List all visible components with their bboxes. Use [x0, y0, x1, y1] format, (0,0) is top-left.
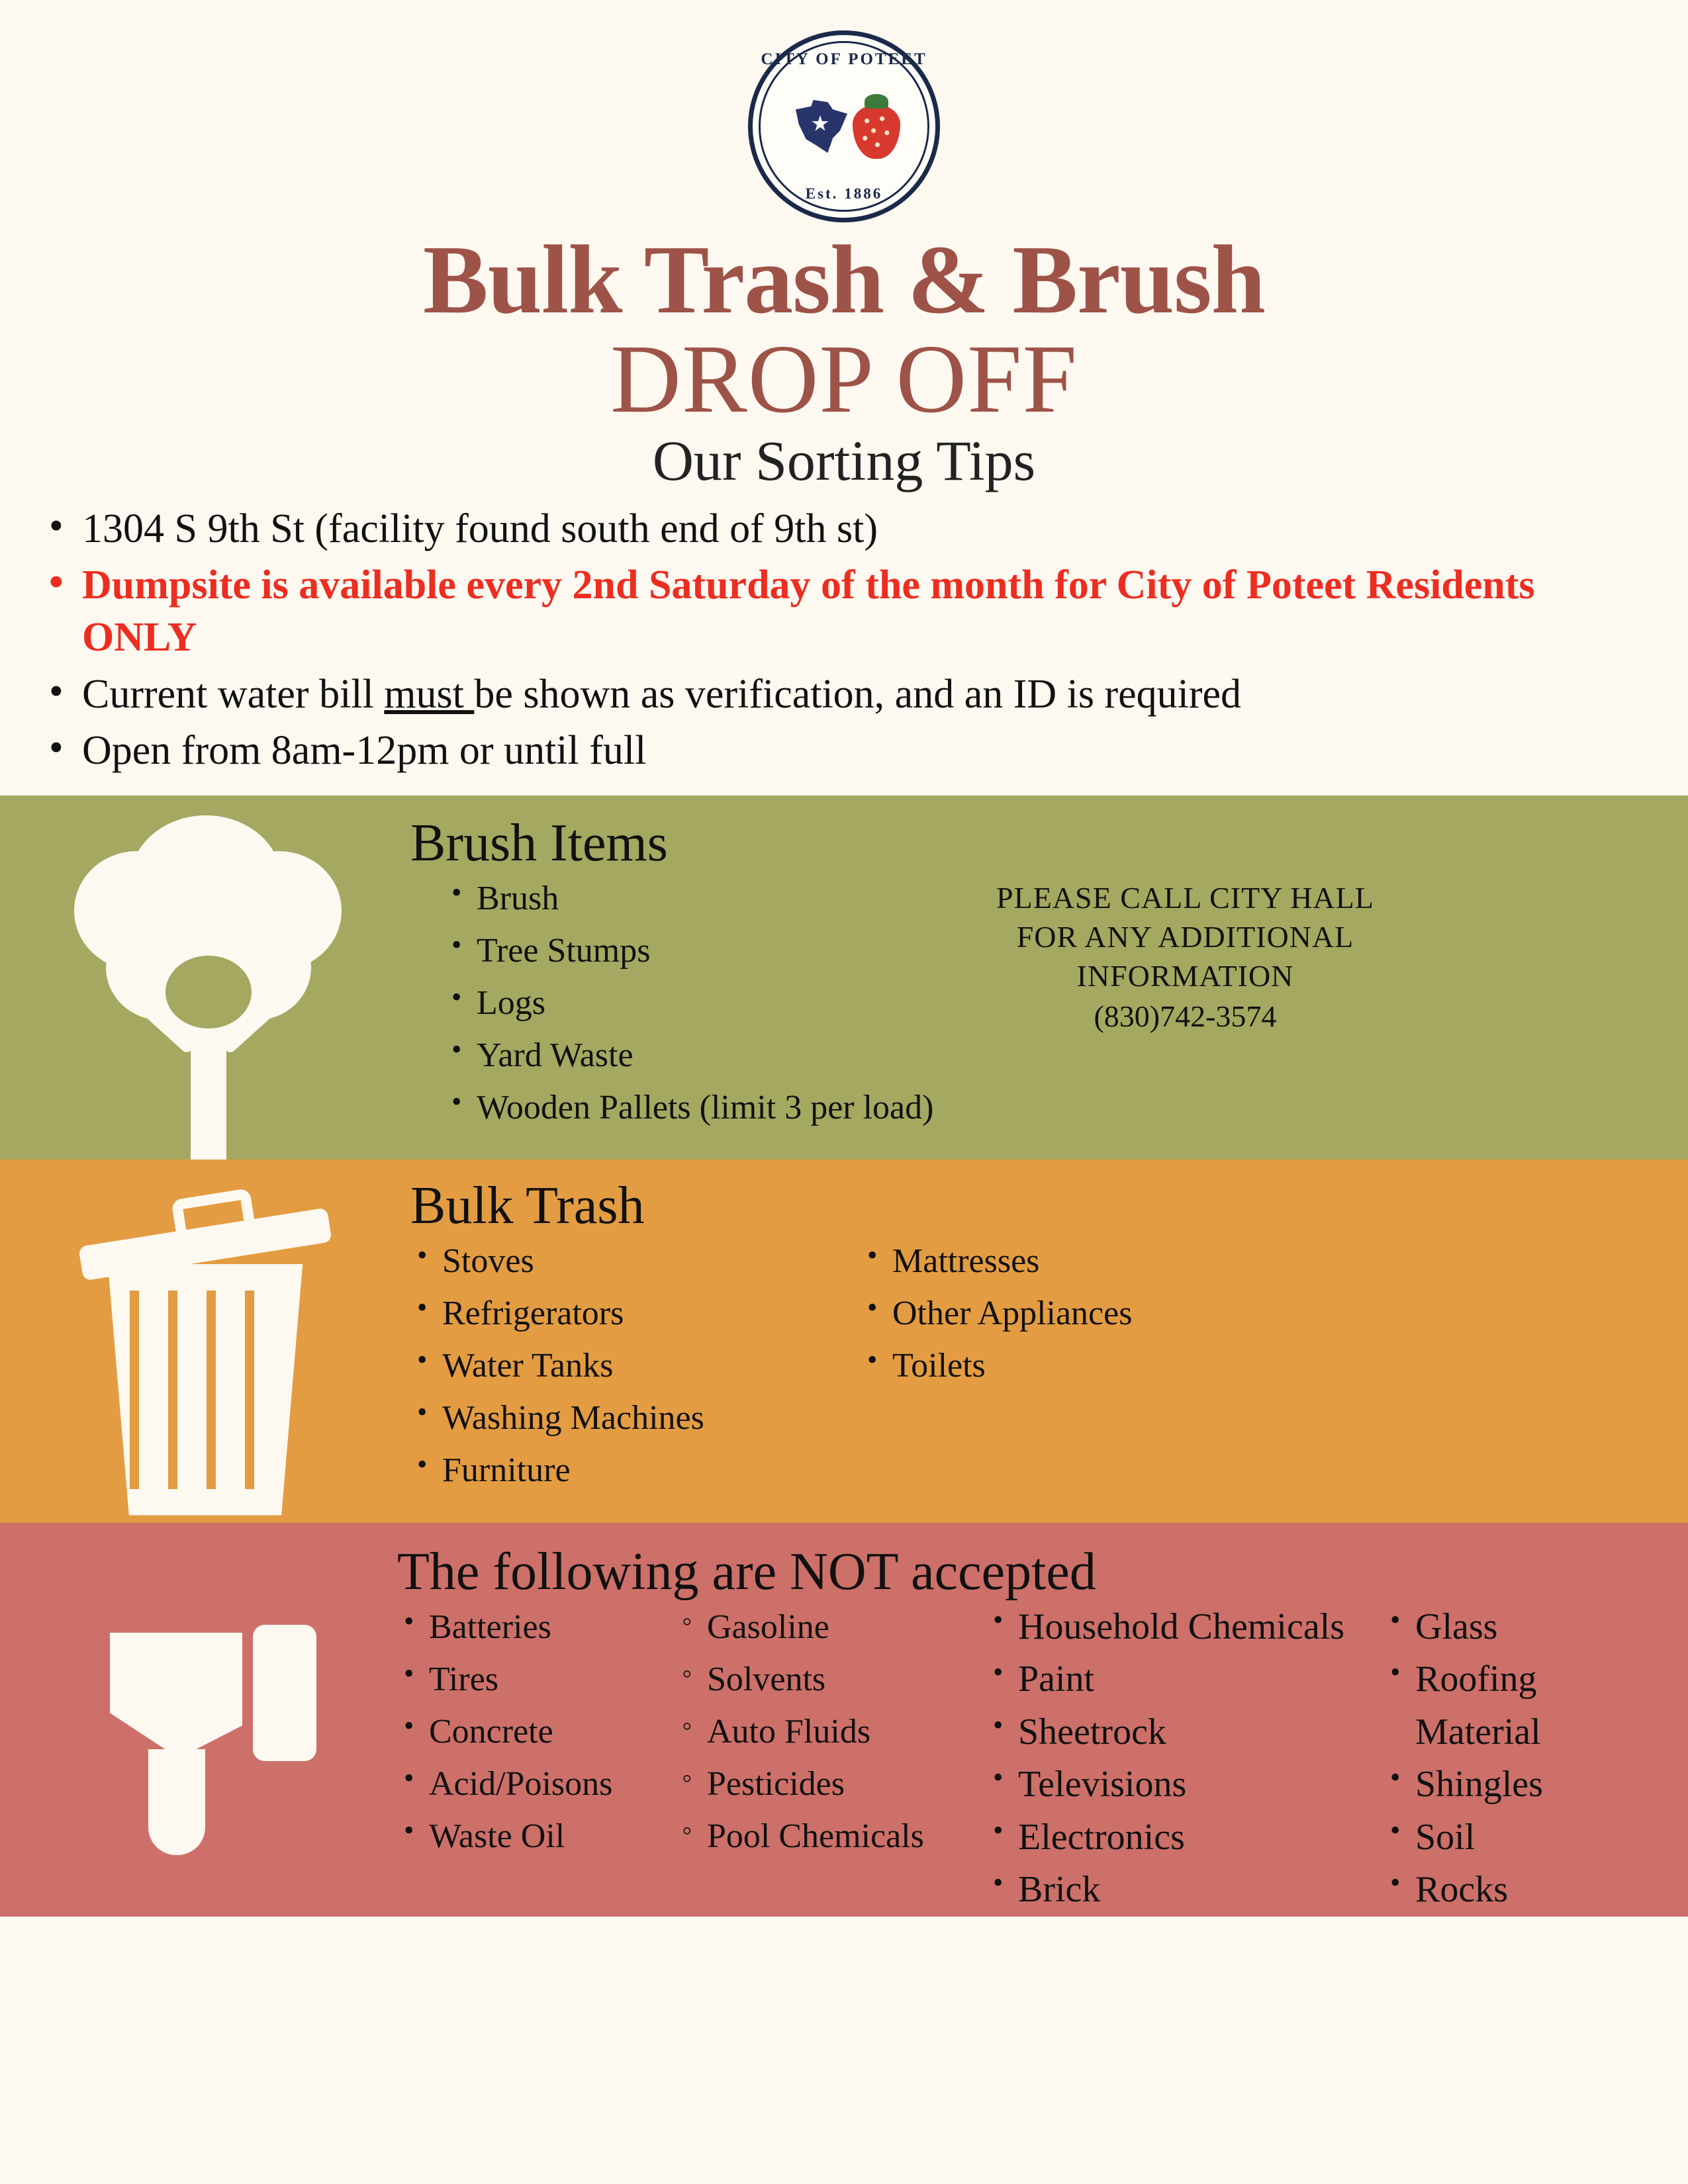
bulk-trash-section: [0, 1160, 1688, 1523]
list-item: • Furniture: [410, 1444, 861, 1496]
list-item: • 1304 S 9th St (facility found south end of 9th st): [34, 503, 1654, 555]
callout-line-1: PLEASE CALL CITY HALL: [996, 881, 1374, 915]
intro-section: [0, 503, 1688, 796]
list-item: • Washing Machines: [410, 1392, 861, 1444]
trash-can-icon: [73, 1179, 351, 1524]
list-item: • Household Chemicals: [986, 1601, 1383, 1654]
list-item: ◦ Pesticides: [675, 1758, 986, 1810]
list-item: ◦ Auto Fluids: [675, 1706, 986, 1758]
list-item: • Sheetrock: [986, 1706, 1383, 1759]
list-item: • Televisions: [986, 1758, 1383, 1811]
list-item: • Stoves: [410, 1235, 861, 1287]
not-accepted-list-column-4: [1383, 1601, 1582, 1917]
city-hall-callout: [933, 872, 1436, 1134]
list-item: [34, 668, 1654, 721]
list-item: • Water Tanks: [410, 1340, 861, 1392]
page-subtitle: DROP OFF: [610, 324, 1078, 433]
list-item: • Tree Stumps: [445, 925, 933, 977]
phone-number: (830)742-3574: [1094, 999, 1277, 1033]
not-accepted-list-column-3: [986, 1601, 1383, 1917]
list-item: • Shingles: [1383, 1758, 1582, 1811]
not-accepted-list-column-1: [397, 1601, 675, 1917]
not-accepted-list-column-2: [675, 1601, 986, 1917]
list-item: • Brick: [986, 1864, 1383, 1917]
bulk-trash-heading: Bulk Trash: [410, 1176, 645, 1235]
list-item: • Logs: [445, 977, 933, 1029]
thumbs-down-icon: [99, 1543, 364, 1860]
intro-bullet-list: [34, 503, 1654, 778]
brush-items-heading: Brush Items: [410, 814, 668, 873]
bulk-trash-list-column-2: [861, 1235, 1311, 1496]
list-item-alert: • Dumpsite is available every 2nd Saturday of the month for City of Poteet Residents ONLY: [34, 559, 1654, 664]
list-item: • Toilets: [861, 1340, 1311, 1392]
not-accepted-heading: The following are NOT accepted: [397, 1542, 1096, 1601]
bulk-trash-list-column-1: [410, 1235, 861, 1496]
text-before: Current water bill: [82, 671, 385, 717]
list-item: • Refrigerators: [410, 1287, 861, 1340]
list-item: • Acid/Poisons: [397, 1758, 675, 1810]
list-item: ◦ Solvents: [675, 1653, 986, 1706]
brush-items-section: [0, 796, 1688, 1159]
list-item: • Batteries: [397, 1601, 675, 1653]
callout-line-3: INFORMATION: [1076, 959, 1294, 993]
list-item: ◦ Gasoline: [675, 1601, 986, 1653]
city-seal-icon: [748, 30, 940, 222]
list-item: • Roofing Material: [1383, 1653, 1582, 1758]
list-item: • Wooden Pallets (limit 3 per load): [445, 1081, 933, 1134]
tree-icon: [66, 815, 351, 1186]
seal-top-text: CITY OF POTEET: [761, 50, 927, 68]
sorting-tips-heading: Our Sorting Tips: [652, 428, 1036, 492]
seal-bottom-text: Est. 1886: [805, 185, 883, 202]
page-title: Bulk Trash & Brush: [422, 226, 1265, 334]
list-item: • Tires: [397, 1653, 675, 1706]
list-item: • Rocks: [1383, 1864, 1582, 1917]
list-item: • Open from 8am-12pm or until full: [34, 725, 1654, 777]
list-item: • Brush: [445, 872, 933, 925]
list-item: ◦ Pool Chemicals: [675, 1810, 986, 1862]
list-item: • Concrete: [397, 1706, 675, 1758]
list-item: • Yard Waste: [445, 1029, 933, 1081]
list-item: • Other Appliances: [861, 1287, 1311, 1340]
list-item: • Mattresses: [861, 1235, 1311, 1287]
not-accepted-section: [0, 1523, 1688, 1917]
strawberry-icon: [853, 105, 900, 159]
header: [0, 0, 1688, 503]
list-item: • Glass: [1383, 1601, 1582, 1654]
callout-line-2: FOR ANY ADDITIONAL: [1016, 920, 1354, 954]
list-item: • Soil: [1383, 1811, 1582, 1864]
list-item: • Waste Oil: [397, 1810, 675, 1862]
text-after: be shown as verification, and an ID is required: [474, 671, 1242, 717]
underlined-text: must: [384, 671, 475, 717]
list-item: • Electronics: [986, 1811, 1383, 1864]
list-item: • Paint: [986, 1653, 1383, 1706]
